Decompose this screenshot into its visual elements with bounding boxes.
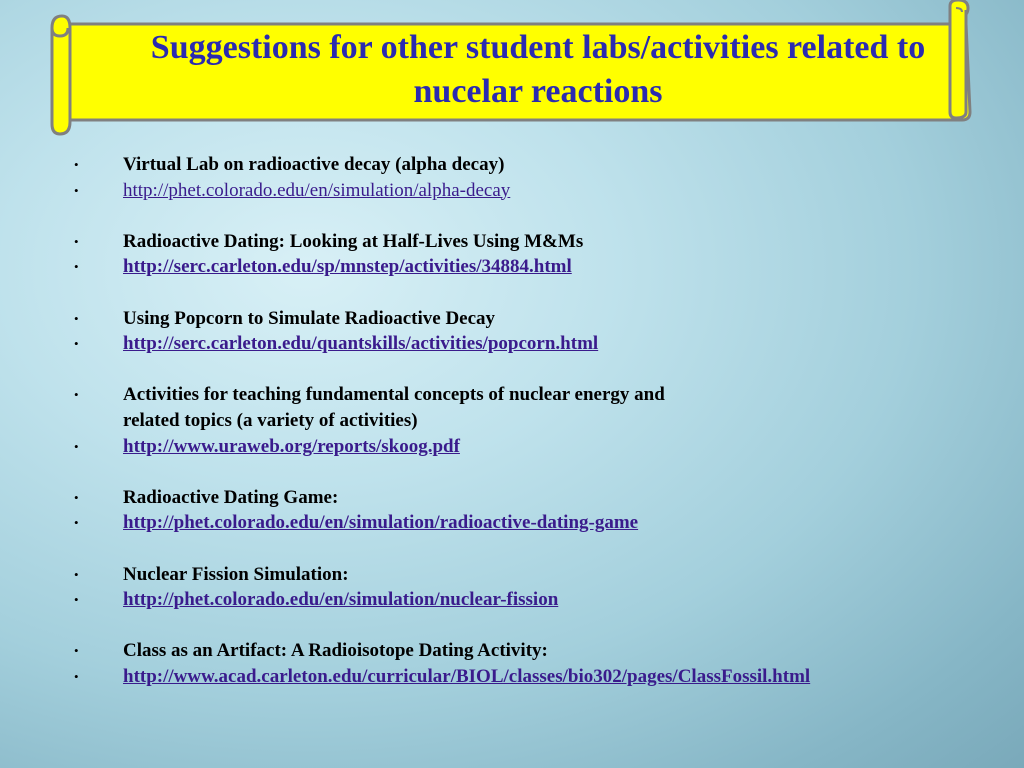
activity-title: Radioactive Dating: Looking at Half-Lives Using M&Ms bbox=[123, 230, 584, 252]
list-item-link bbox=[72, 434, 972, 460]
list-item bbox=[72, 638, 972, 664]
activity-title: Class as an Artifact: A Radioisotope Dating Activity: bbox=[123, 640, 548, 662]
list-item bbox=[72, 152, 972, 178]
bullet-icon: • bbox=[74, 515, 79, 531]
bullet-icon: • bbox=[74, 157, 79, 172]
spacer bbox=[72, 357, 972, 383]
activity-title-continuation: related topics (a variety of activities) bbox=[123, 409, 418, 431]
bullet-icon: • bbox=[74, 310, 79, 326]
activity-title: Radioactive Dating Game: bbox=[123, 486, 339, 508]
spacer bbox=[72, 536, 972, 562]
activity-title: Nuclear Fission Simulation: bbox=[123, 563, 349, 585]
bullet-icon: • bbox=[74, 643, 79, 659]
bullet-icon: • bbox=[74, 182, 79, 198]
list-item-continuation bbox=[72, 408, 972, 434]
bullet-icon: • bbox=[74, 566, 79, 582]
list-item bbox=[72, 382, 972, 408]
list-item bbox=[72, 229, 972, 255]
list-item bbox=[72, 562, 972, 588]
bullet-icon: • bbox=[74, 259, 79, 275]
list-item-link bbox=[72, 254, 972, 280]
activity-link[interactable]: http://www.uraweb.org/reports/skoog.pdf bbox=[123, 435, 460, 457]
activity-link[interactable]: http://www.acad.carleton.edu/curricular/BIOL/classes/bio302/pages/ClassFossil.html bbox=[123, 665, 811, 687]
list-item bbox=[72, 485, 972, 511]
activity-title: Activities for teaching fundamental concepts of nuclear energy and bbox=[123, 384, 665, 406]
spacer bbox=[72, 459, 972, 485]
slide-title: Suggestions for other student labs/activities related to nucelar reactions bbox=[150, 29, 926, 110]
list-item-link bbox=[72, 510, 972, 536]
bullet-icon: • bbox=[74, 233, 79, 249]
bullet-icon: • bbox=[74, 336, 79, 352]
bullet-icon: • bbox=[74, 387, 79, 403]
activity-link[interactable]: http://phet.colorado.edu/en/simulation/nuclear-fission bbox=[123, 589, 559, 611]
activity-link[interactable]: http://phet.colorado.edu/en/simulation/radioactive-dating-game bbox=[123, 512, 639, 534]
title-scroll-banner bbox=[48, 0, 976, 138]
activity-link[interactable]: http://serc.carleton.edu/quantskills/activities/popcorn.html bbox=[123, 333, 599, 355]
list-item-link bbox=[72, 587, 972, 613]
activity-title: Using Popcorn to Simulate Radioactive Decay bbox=[123, 307, 496, 329]
spacer bbox=[72, 280, 972, 306]
bullet-icon: • bbox=[74, 438, 79, 454]
bullet-icon: • bbox=[74, 489, 79, 505]
bullet-icon: • bbox=[74, 592, 79, 608]
spacer bbox=[72, 613, 972, 639]
activities-list bbox=[72, 152, 972, 689]
activity-link[interactable]: http://serc.carleton.edu/sp/mnstep/activities/34884.html bbox=[123, 256, 572, 278]
list-item-link bbox=[72, 664, 972, 690]
list-item-link bbox=[72, 178, 972, 204]
list-item-link bbox=[72, 331, 972, 357]
bullet-icon: • bbox=[74, 668, 79, 684]
list-item bbox=[72, 306, 972, 332]
spacer bbox=[72, 203, 972, 229]
activity-title: Virtual Lab on radioactive decay (alpha decay) bbox=[123, 154, 505, 175]
activity-link[interactable]: http://phet.colorado.edu/en/simulation/alpha-decay bbox=[123, 179, 511, 201]
